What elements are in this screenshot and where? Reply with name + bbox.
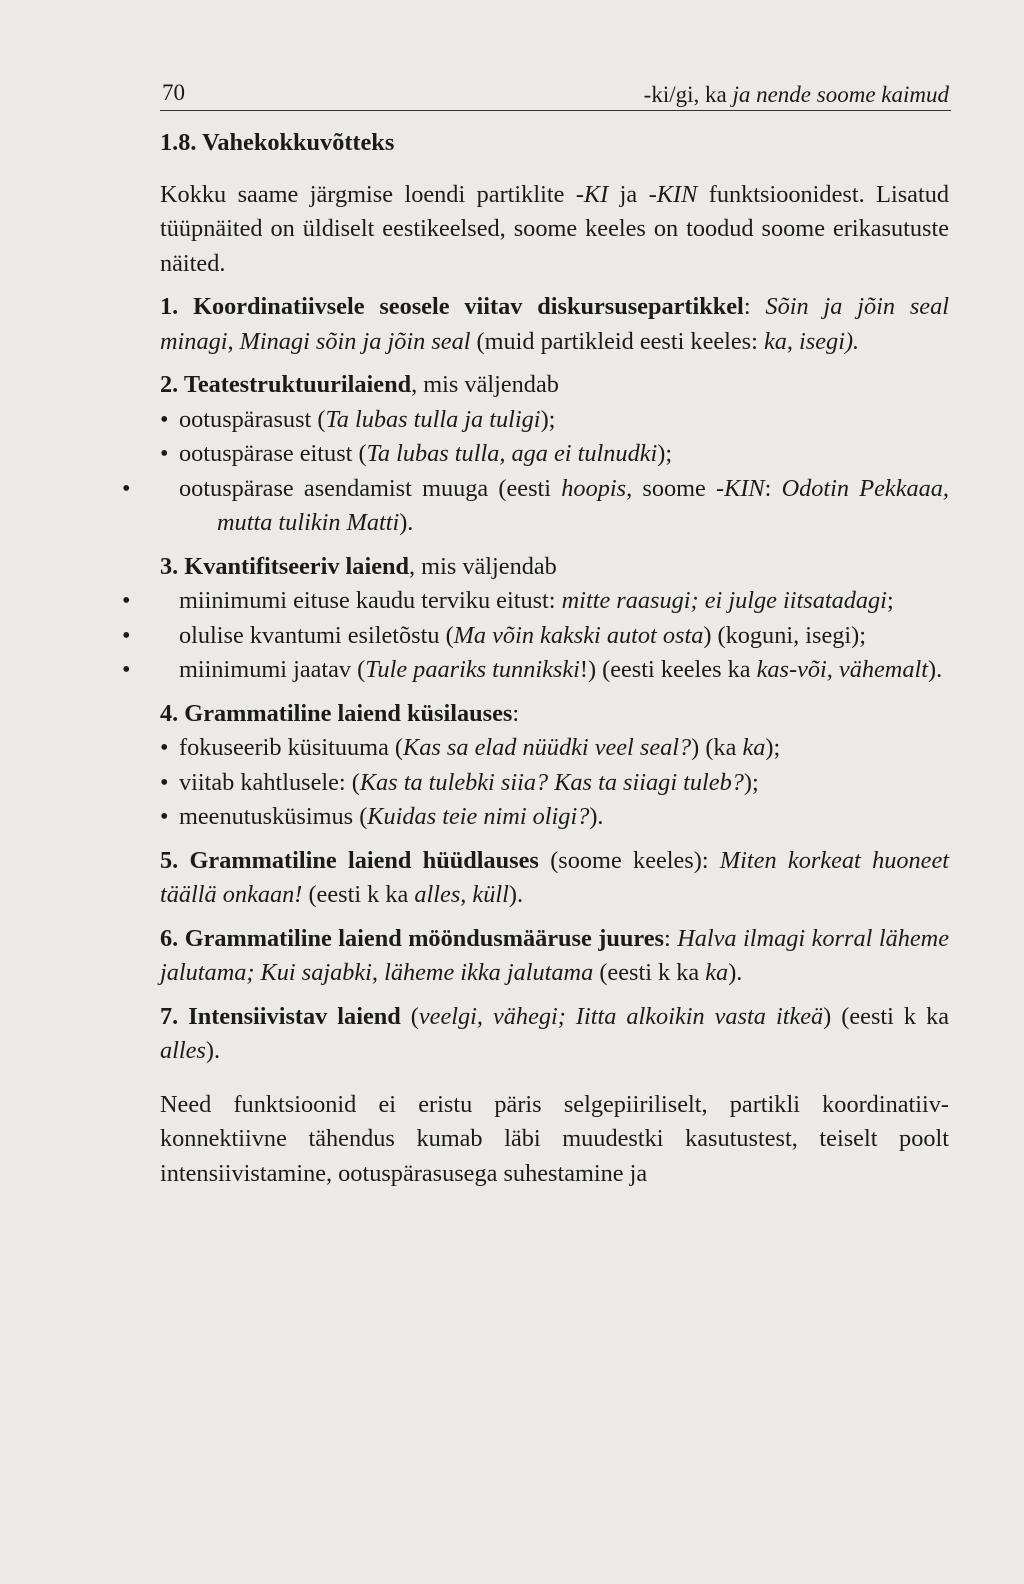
item-text: , mis väljendab xyxy=(409,552,557,580)
page-body xyxy=(160,126,949,1191)
bullet-item xyxy=(160,584,949,619)
item-heading: 2. Teatestruktuurilaiend xyxy=(160,371,412,398)
item-text: ) (eesti k ka xyxy=(823,1002,950,1030)
item-heading: 1. Koordinatiivsele seosele viitav diskursusepartikkel xyxy=(160,293,744,320)
item-text: ); xyxy=(540,405,556,433)
item-text: viitab kahtlusele: ( xyxy=(179,768,360,796)
item-text: ). xyxy=(508,881,524,908)
closing-paragraph: Need funktsioonid ei eristu päris selgepiiriliselt, partikli koordinatiiv-konnektiivne tähendus kumab läbi muudestki kasutustest, teiselt poolt intensiivistamine, ootuspärasusega suhestamine ja xyxy=(160,1090,949,1187)
intro-text: Kokku saame järgmise loendi partiklite xyxy=(160,180,576,208)
item-example: Sõin ja jõin seal minagi, Minagi sõin ja jõin seal xyxy=(160,293,949,355)
item-text: (eesti k ka xyxy=(302,881,415,908)
item-text: ); xyxy=(765,734,781,761)
item-text: : xyxy=(512,699,520,727)
function-item-5 xyxy=(160,844,949,913)
item-heading: 7. Intensiivistav laiend xyxy=(160,1002,401,1030)
item-text: ). xyxy=(205,1037,221,1064)
bullet-item xyxy=(160,766,949,801)
item-text: ). xyxy=(589,803,604,830)
running-title xyxy=(644,82,949,108)
bullet-item xyxy=(160,800,949,835)
item-heading: 5. Grammatiline laiend hüüdlauses xyxy=(160,846,539,874)
item-text: olulise kvantumi esiletõstu ( xyxy=(179,621,454,649)
item-text: ). xyxy=(728,959,743,986)
bullet-item xyxy=(160,403,949,438)
item-example: Ta lubas tulla, aga ei tulnudki xyxy=(366,440,658,467)
item-example: -KIN xyxy=(716,474,765,502)
bullet-item xyxy=(160,731,949,766)
item-example: Kas sa elad nüüdki veel seal? xyxy=(403,734,692,761)
item-text: miinimumi jaatav ( xyxy=(179,656,366,683)
function-item-3 xyxy=(160,550,949,585)
item-heading: 3. Kvantifitseeriv laiend xyxy=(160,552,410,580)
item-text: ootuspärase asendamist muuga (eesti xyxy=(179,474,562,502)
item-example: Kuidas teie nimi oligi? xyxy=(367,803,590,830)
item-text: (muid partikleid eesti keeles: xyxy=(470,327,764,355)
intro-paragraph xyxy=(160,178,949,282)
item-text: ) (ka xyxy=(691,734,743,761)
bullet-item xyxy=(160,653,949,688)
item-example: Ta lubas tulla ja tuligi xyxy=(325,405,541,433)
item-example: alles, küll xyxy=(414,881,509,908)
running-header xyxy=(160,76,951,111)
item-text: ; xyxy=(886,587,894,614)
item-text: ) (koguni, isegi); xyxy=(703,621,866,649)
item-text: , soome xyxy=(626,474,717,502)
item-example: Odotin Pekkaaa, mutta tulikin Matti xyxy=(217,474,949,536)
item-text: ( xyxy=(400,1002,419,1030)
item-heading: 4. Grammatiline laiend küsilauses xyxy=(160,699,513,727)
item-example: Halva ilmagi korral läheme jalutama; Kui sajabki, läheme ikka jalutama xyxy=(160,924,949,986)
item-example: ka xyxy=(705,959,729,986)
function-item-1 xyxy=(160,290,949,359)
item-text: : xyxy=(663,924,678,952)
item-example: Tule paariks tunnikski xyxy=(365,656,580,683)
item-example: Ma võin kakski autot osta xyxy=(453,621,704,649)
item-text: : xyxy=(764,474,782,502)
item-example: ka, isegi). xyxy=(763,327,860,355)
item-text: , mis väljendab xyxy=(411,371,559,398)
item-text: (soome keeles): xyxy=(538,846,720,874)
item-heading: 6. Grammatiline laiend mööndusmääruse juures xyxy=(160,924,664,952)
function-item-6 xyxy=(160,922,949,991)
bullet-item xyxy=(160,472,949,541)
intro-term-kin: -KIN xyxy=(648,180,698,208)
item-example: hoopis xyxy=(561,474,627,502)
item-text: miinimumi eituse kaudu terviku eitust: xyxy=(179,587,562,614)
running-title-italic: ja nende soome kaimud xyxy=(732,82,949,107)
item-text: ootuspärasust ( xyxy=(179,405,326,433)
item-text: ); xyxy=(657,440,673,467)
item-text: ). xyxy=(927,656,943,683)
function-item-2 xyxy=(160,368,949,403)
function-item-7 xyxy=(160,1000,949,1069)
intro-term-ki: -KI xyxy=(575,180,609,208)
item-text: (eesti k ka xyxy=(593,959,706,986)
page-number: 70 xyxy=(162,80,185,105)
item-example: alles xyxy=(160,1037,206,1064)
bullet-item xyxy=(160,437,949,472)
item-example: kas-või, vähemalt xyxy=(756,656,928,683)
function-item-4 xyxy=(160,697,949,732)
bullet-item xyxy=(160,619,949,654)
item-text: ). xyxy=(399,509,414,536)
running-title-plain: -ki/gi, ka xyxy=(643,82,733,107)
item-text: ootuspärase eitust ( xyxy=(179,440,367,467)
item-example: Kas ta tulebki siia? Kas ta siiagi tuleb? xyxy=(359,768,744,796)
item-text: ); xyxy=(743,768,759,796)
intro-text: ja xyxy=(608,180,649,208)
item-text: meenutusküsimus ( xyxy=(179,803,368,830)
item-example: mitte raasugi; ei julge iitsatadagi xyxy=(561,587,887,614)
item-text: !) (eesti keeles ka xyxy=(579,656,757,683)
section-title: 1.8. Vahekokkuvõtteks xyxy=(160,129,395,156)
item-example: Miten korkeat huoneet täällä onkaan! xyxy=(160,846,949,908)
intro-text: funktsioonidest. Lisatud tüüpnäited on üldiselt eestikeelsed, soome keeles on toodud soome erikasutuste näited. xyxy=(160,180,949,277)
item-text: fokuseerib küsituuma ( xyxy=(179,734,404,761)
item-example: veelgi, vähegi; Iitta alkoikin vasta itkeä xyxy=(418,1002,824,1030)
item-text: : xyxy=(743,293,766,320)
item-example: ka xyxy=(742,734,766,761)
